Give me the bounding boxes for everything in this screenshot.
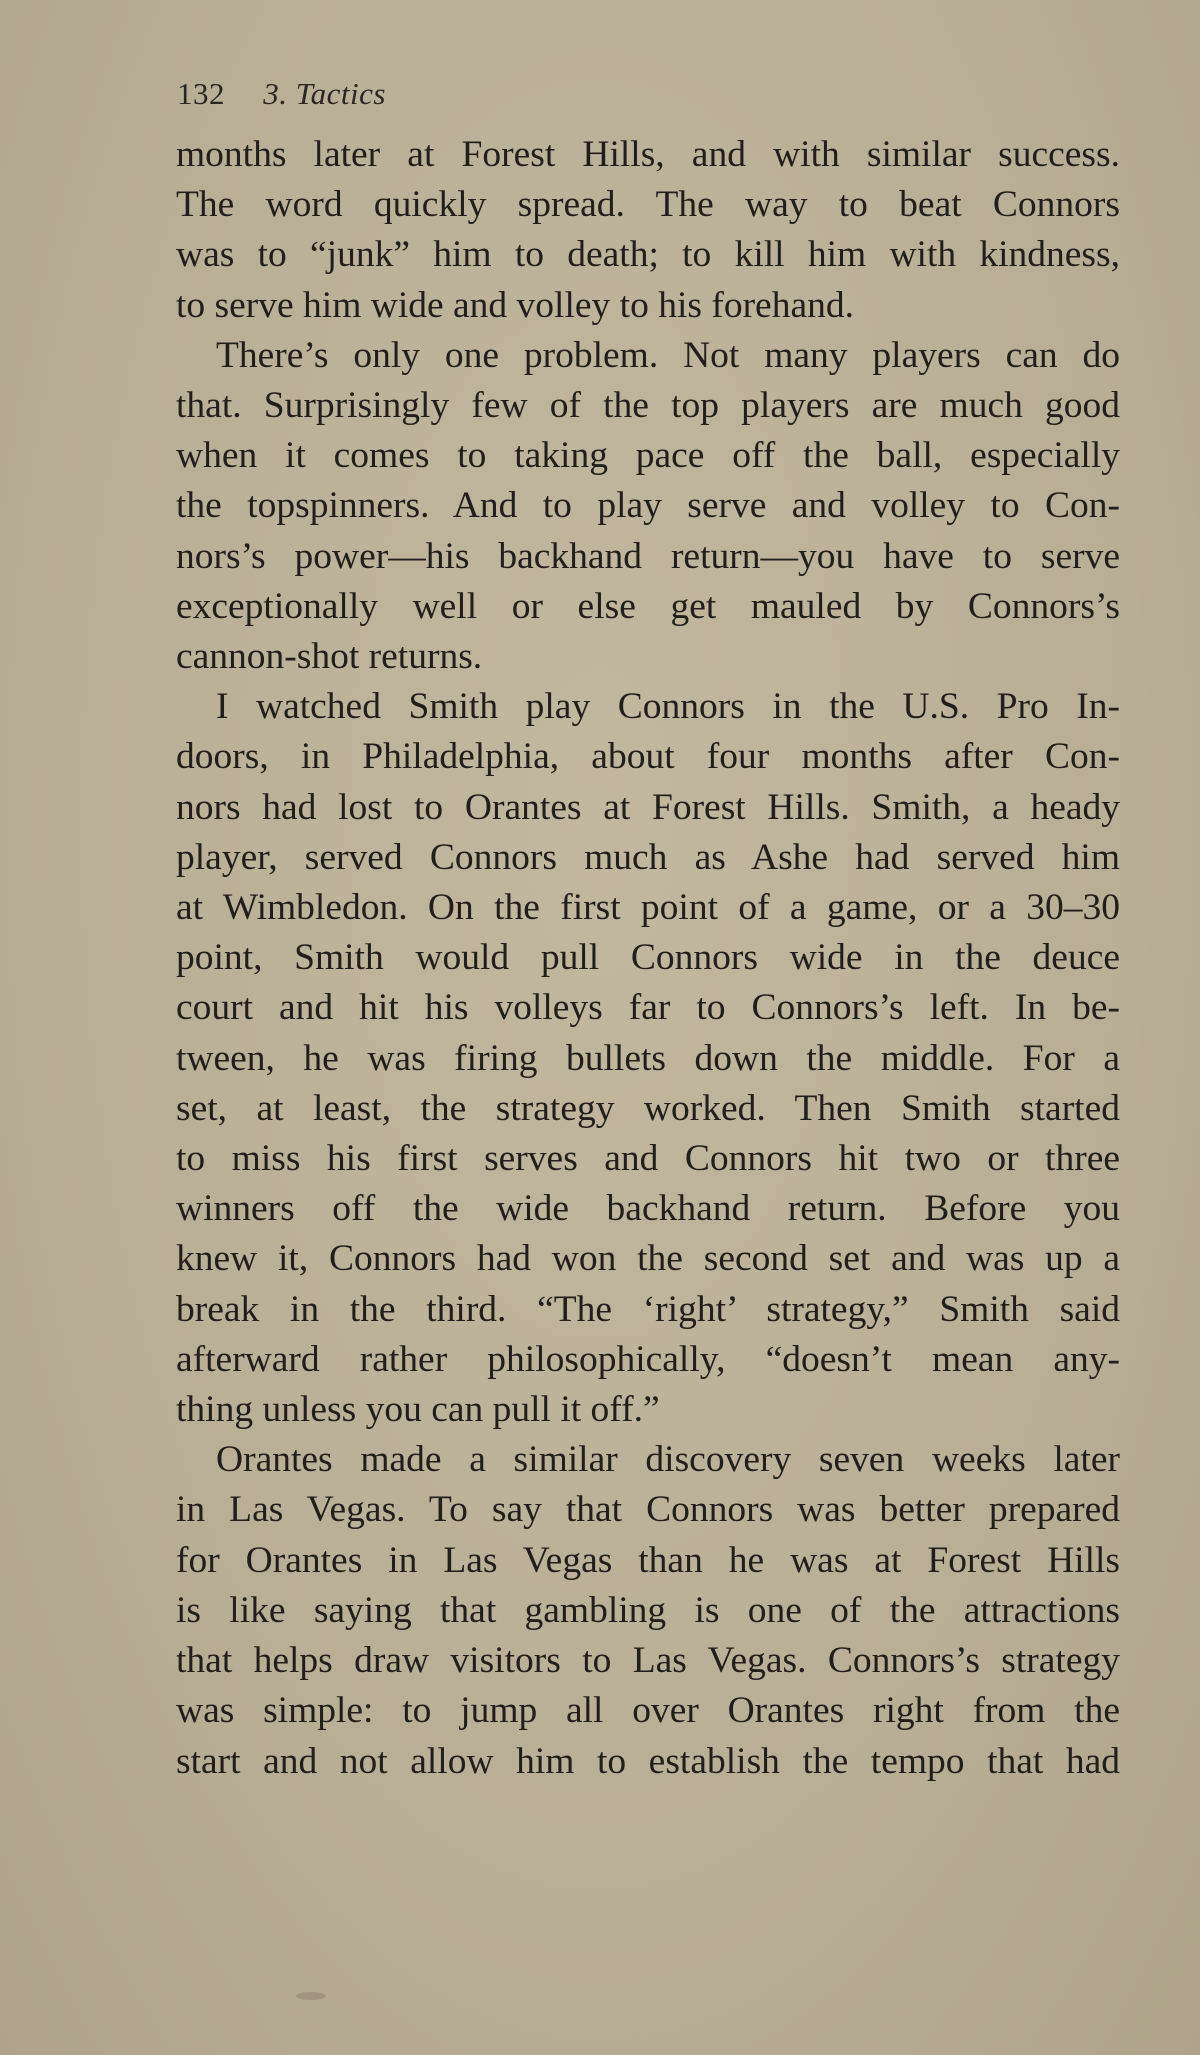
text-line: exceptionally well or else get mauled by Connors’s: [176, 585, 1120, 627]
text-line: thing unless you can pull it off.”: [176, 1389, 660, 1431]
text-line: nors’s power—his backhand return—you have to serve: [176, 535, 1120, 577]
paragraph: [176, 682, 1120, 1435]
text-line: afterward rather philosophically, “doesn’t mean any-: [176, 1338, 1120, 1380]
text-line: nors had lost to Orantes at Forest Hills. Smith, a heady: [176, 786, 1120, 828]
text-line: Orantes made a similar discovery seven weeks later: [216, 1439, 1120, 1481]
section-title: 3. Tactics: [263, 76, 386, 111]
text-line: court and hit his volleys far to Connors’s left. In be-: [176, 987, 1120, 1029]
text-line: at Wimbledon. On the first point of a game, or a 30–30: [176, 887, 1120, 929]
text-line: to serve him wide and volley to his forehand.: [176, 284, 854, 326]
text-line: was to “junk” him to death; to kill him with kindness,: [176, 234, 1120, 276]
text-line: start and not allow him to establish the tempo that had: [176, 1740, 1120, 1782]
text-line: I watched Smith play Connors in the U.S. Pro In-: [216, 686, 1120, 728]
text-line: point, Smith would pull Connors wide in the deuce: [176, 937, 1120, 979]
paper-smudge: [296, 1992, 326, 2000]
text-line: tween, he was firing bullets down the middle. For a: [176, 1037, 1120, 1079]
text-line: to miss his first serves and Connors hit two or three: [176, 1138, 1120, 1180]
text-line: player, served Connors much as Ashe had served him: [176, 836, 1120, 878]
paragraph: [176, 331, 1120, 682]
paragraph: [176, 1435, 1120, 1786]
text-line: The word quickly spread. The way to beat Connors: [176, 184, 1120, 226]
text-line: doors, in Philadelphia, about four months after Con-: [176, 736, 1120, 778]
text-line: when it comes to taking pace off the ball, especially: [176, 435, 1120, 477]
text-line: cannon-shot returns.: [176, 636, 483, 678]
text-line: set, at least, the strategy worked. Then Smith started: [176, 1087, 1120, 1129]
running-head: [177, 76, 386, 112]
text-line: is like saying that gambling is one of the attractions: [176, 1589, 1120, 1631]
text-line: that helps draw visitors to Las Vegas. Connors’s strategy: [176, 1640, 1120, 1682]
text-line: the topspinners. And to play serve and volley to Con-: [176, 485, 1120, 527]
text-line: knew it, Connors had won the second set and was up a: [176, 1238, 1120, 1280]
paragraph: [176, 130, 1120, 331]
text-line: There’s only one problem. Not many players can do: [216, 334, 1120, 376]
body-text: [176, 130, 1120, 1787]
text-line: months later at Forest Hills, and with similar success.: [176, 134, 1120, 175]
text-line: winners off the wide backhand return. Before you: [176, 1188, 1120, 1230]
text-line: break in the third. “The ‘right’ strategy,” Smith said: [176, 1288, 1120, 1330]
page-number: 132: [177, 76, 225, 111]
text-line: for Orantes in Las Vegas than he was at Forest Hills: [176, 1539, 1120, 1581]
text-line: that. Surprisingly few of the top players are much good: [176, 385, 1120, 427]
text-line: in Las Vegas. To say that Connors was better prepared: [176, 1489, 1120, 1531]
text-line: was simple: to jump all over Orantes right from the: [176, 1690, 1120, 1732]
